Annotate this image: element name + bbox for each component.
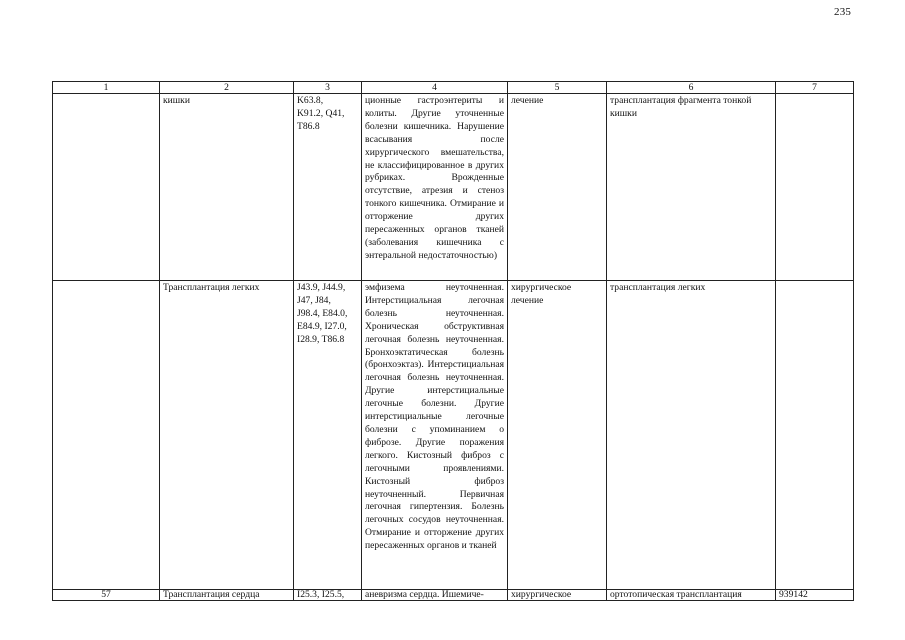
cell-icd-codes: J43.9, J44.9, J47, J84, J98.4, E84.0, E84.9, I27.0, I28.9, T86.8 bbox=[294, 281, 362, 590]
cell-number: 57 bbox=[53, 590, 160, 601]
cell-treatment-method: трансплантация легких bbox=[607, 281, 776, 590]
services-table bbox=[52, 81, 854, 601]
column-header-2: 2 bbox=[160, 82, 294, 94]
table-row bbox=[53, 590, 854, 601]
column-header-3: 3 bbox=[294, 82, 362, 94]
cell-service-name: Трансплантация легких bbox=[160, 281, 294, 590]
cell-service-name: Трансплантация сердца bbox=[160, 590, 294, 601]
column-header-5: 5 bbox=[508, 82, 607, 94]
cell-number bbox=[53, 94, 160, 281]
column-header-6: 6 bbox=[607, 82, 776, 94]
cell-icd-codes: I25.3, I25.5, bbox=[294, 590, 362, 601]
table-row bbox=[53, 281, 854, 590]
cell-icd-codes: K63.8, K91.2, Q41, T86.8 bbox=[294, 94, 362, 281]
cell-number bbox=[53, 281, 160, 590]
cell-cost bbox=[776, 94, 854, 281]
cell-treatment-method: трансплантация фрагмента тонкой кишки bbox=[607, 94, 776, 281]
table-row bbox=[53, 94, 854, 281]
cell-treatment-type: хирургическое лечение bbox=[508, 281, 607, 590]
page-number: 235 bbox=[834, 6, 852, 18]
cell-model-description: аневризма сердца. Ишемиче- bbox=[362, 590, 508, 601]
cell-cost: 939142 bbox=[776, 590, 854, 601]
cell-service-name: кишки bbox=[160, 94, 294, 281]
column-header-1: 1 bbox=[53, 82, 160, 94]
cell-treatment-type: лечение bbox=[508, 94, 607, 281]
column-header-7: 7 bbox=[776, 82, 854, 94]
cell-model-description: эмфизема неуточненная. Интерстициальная легочная болезнь неуточненная. Хроническая обструктивная легочная болезнь неуточненная. Бронхоэктатическая болезнь (бронхоэктаз). Интерстициальная легочная болезнь неуточненная. Другие интерстициальные легочные болезни. Другие интерстициальные легочные болезни с упоминанием о фиброзе. Другие поражения легкого. Кистозный фиброз с легочными проявлениями. Кистозный фиброз неуточненный. Первичная легочная гипертензия. Болезнь легочных сосудов неуточненная. Отмирание и отторжение других пересаженных органов и тканей bbox=[362, 281, 508, 590]
column-number-row bbox=[53, 82, 854, 94]
column-header-4: 4 bbox=[362, 82, 508, 94]
cell-treatment-method: ортотопическая трансплантация bbox=[607, 590, 776, 601]
cell-model-description: ционные гастроэнтериты и колиты. Другие уточненные болезни кишечника. Нарушение всасывания после хирургического вмешательства, не классифицированное в других рубриках. Врожденные отсутствие, атрезия и стеноз тонкого кишечника. Отмирание и отторжение других пересаженных органов тканей (заболевания кишечника с энтеральной недостаточностью) bbox=[362, 94, 508, 281]
cell-cost bbox=[776, 281, 854, 590]
cell-treatment-type: хирургическое bbox=[508, 590, 607, 601]
